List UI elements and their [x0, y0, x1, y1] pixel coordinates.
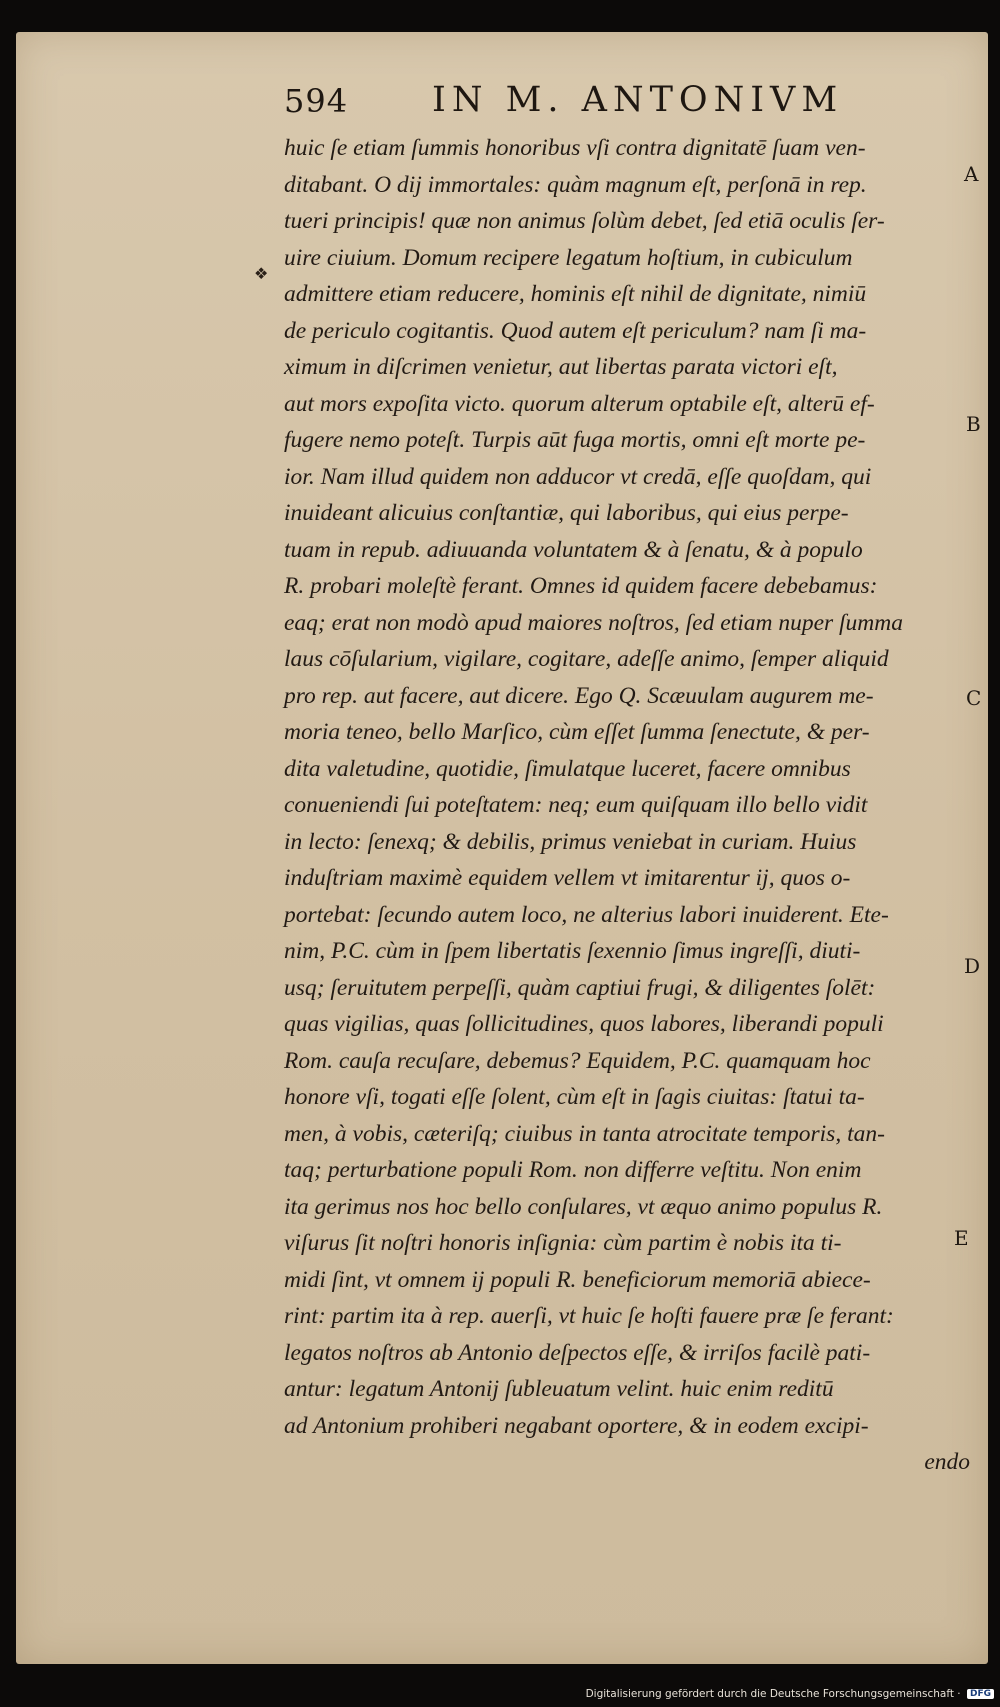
text-line: ditabant. O dij immortales: quàm magnum eſt, perſonā in rep. — [284, 171, 867, 198]
text-line: uire ciuium. Domum recipere legatum hoſtium, in cubiculum — [284, 244, 853, 271]
book-page — [16, 32, 988, 1664]
text-line: eaq; erat non modò apud maiores noſtros, ſed etiam nuper ſumma — [284, 609, 903, 636]
text-line: ximum in diſcrimen venietur, aut libertas parata victori eſt, — [284, 354, 838, 380]
text-line: rint: partim ita à rep. auerſi, vt huic ſe hoſti fauere præ ſe ferant: — [284, 1303, 894, 1329]
text-line: usq; ſeruitutem perpeſſi, quàm captiui frugi, & diligentes ſolēt: — [284, 974, 876, 1001]
page-header — [284, 80, 874, 130]
text-line: conueniendi ſui poteſtatem: neq; eum quiſquam illo bello vidit — [284, 792, 868, 818]
text-line: pro rep. aut facere, aut dicere. Ego Q. Scæuulam augurem me- — [284, 682, 874, 709]
text-line: huic ſe etiam ſummis honoribus vſi contra dignitatē ſuam ven- — [284, 135, 866, 161]
text-line: legatos noſtros ab Antonio deſpectos eſſe, & irriſos facilè pati- — [284, 1339, 871, 1366]
text-line: taq; perturbatione populi Rom. non differre veſtitu. Non enim — [284, 1157, 862, 1183]
text-line: antur: legatum Antonij ſubleuatum velint. huic enim reditū — [284, 1376, 834, 1402]
text-line: inuideant alicuius conſtantiæ, qui laboribus, qui eius perpe- — [284, 500, 849, 526]
margin-letter-e: E — [954, 1226, 969, 1250]
margin-letter-c: C — [966, 686, 982, 710]
text-line: induſtriam maximè equidem vellem vt imitarentur ij, quos o- — [284, 865, 851, 891]
margin-letter-d: D — [964, 954, 981, 978]
text-line: viſurus ſit noſtri honoris inſignia: cùm partim è nobis ita ti- — [284, 1230, 842, 1256]
text-line: tueri principis! quæ non animus ſolùm debet, ſed etiā oculis ſer- — [284, 208, 885, 234]
running-head: IN M. ANTONIVM — [432, 80, 844, 120]
text-line: aut mors expoſita victo. quorum alterum optabile eſt, alterū ef- — [284, 390, 875, 417]
text-line: laus cōſularium, vigilare, cogitare, adeſſe animo, ſemper aliquid — [284, 646, 889, 672]
margin-letter-b: B — [966, 412, 981, 436]
margin-letter-a: A — [964, 162, 979, 186]
text-line: dita valetudine, quotidie, ſimulatque luceret, facere omnibus — [284, 755, 851, 782]
text-line: moria teneo, bello Marſico, cùm eſſet ſumma ſenectute, & per- — [284, 719, 870, 745]
text-line: honore vſi, togati eſſe ſolent, cùm eſt in ſagis ciuitas: ſtatui ta- — [284, 1084, 865, 1110]
text-line: men, à vobis, cæteriſq; ciuibus in tanta atrocitate temporis, tan- — [284, 1120, 885, 1147]
page-number: 594 — [284, 82, 349, 120]
text-line: in lecto: ſenexq; & debilis, primus veniebat in curiam. Huius — [284, 828, 857, 855]
digitization-credit: Digitalisierung gefördert durch die Deutsche Forschungsgemeinschaft · DFG — [0, 1688, 994, 1700]
text-line: midi ſint, vt omnem ij populi R. beneficiorum memoriā abiece- — [284, 1266, 871, 1293]
text-line: Rom. cauſa recuſare, debemus? Equidem, P.C. quamquam hoc — [284, 1047, 871, 1074]
credit-text: Digitalisierung gefördert durch die Deutsche Forschungsgemeinschaft — [585, 1688, 954, 1700]
text-line: fugere nemo poteſt. Turpis aūt fuga mortis, omni eſt morte pe- — [284, 427, 866, 453]
text-line: R. probari moleſtè ferant. Omnes id quidem facere debebamus: — [284, 573, 878, 599]
body-text — [284, 130, 981, 1481]
text-line: ior. Nam illud quidem non adducor vt credā, eſſe quoſdam, qui — [284, 463, 872, 490]
dfg-logo: DFG — [967, 1689, 994, 1699]
text-line: quas vigilias, quas ſollicitudines, quos labores, liberandi populi — [284, 1011, 884, 1037]
margin-pointer-mark: ❖ — [254, 264, 269, 283]
text-line: portebat: ſecundo autem loco, ne alterius labori inuiderent. Ete- — [284, 901, 889, 928]
text-line: tuam in repub. adiuuanda voluntatem & à ſenatu, & à populo — [284, 536, 863, 563]
text-line: nim, P.C. cùm in ſpem libertatis ſexennio ſimus ingreſſi, diuti- — [284, 938, 861, 964]
text-line: de periculo cogitantis. Quod autem eſt periculum? nam ſi ma- — [284, 317, 867, 344]
catchword: endo — [924, 1449, 970, 1475]
text-line: ita gerimus nos hoc bello conſulares, vt æquo animo populus R. — [284, 1193, 883, 1220]
text-line: ad Antonium prohiberi negabant oportere, & in eodem excipi- — [284, 1412, 869, 1439]
text-line: admittere etiam reducere, hominis eſt nihil de dignitate, nimiū — [284, 281, 867, 307]
